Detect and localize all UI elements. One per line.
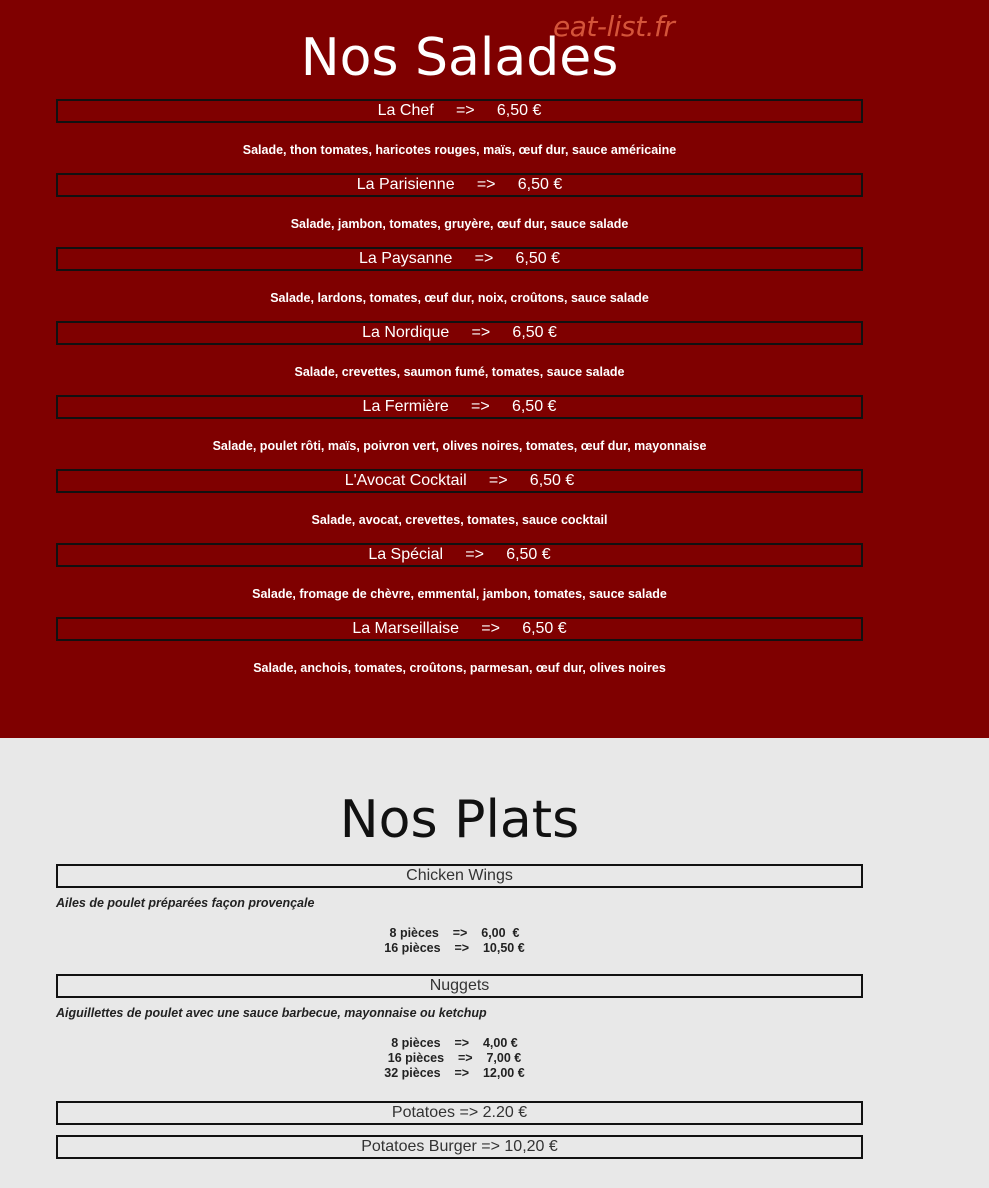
salad-price: 6,50 €: [517, 176, 563, 193]
salad-name: La Nordique: [362, 324, 450, 341]
salad-arrow: =>: [455, 102, 475, 119]
salad-arrow: =>: [465, 546, 484, 563]
price-line: 16 pièces => 10,50 €: [384, 941, 525, 955]
salad-item-la-special: [56, 543, 863, 567]
salad-arrow: =>: [476, 176, 496, 193]
salad-name: La Chef: [377, 102, 434, 119]
salad-item-la-parisienne: [56, 173, 863, 197]
salad-price: 6,50 €: [512, 324, 557, 341]
salad-item-avocat-cocktail: [56, 469, 863, 493]
salad-name: La Paysanne: [358, 250, 453, 267]
salad-arrow: =>: [471, 324, 491, 341]
salad-item-la-marseillaise: [56, 617, 863, 641]
salad-price: 6,50 €: [506, 546, 551, 563]
salad-desc: Salade, crevettes, saumon fumé, tomates, sauce salade: [294, 365, 625, 379]
salad-desc: Salade, anchois, tomates, croûtons, parmesan, œuf dur, olives noires: [253, 661, 666, 675]
salad-arrow: =>: [474, 250, 494, 267]
salad-desc: Salade, avocat, crevettes, tomates, sauce cocktail: [311, 513, 608, 527]
price-list: [0, 1036, 989, 1081]
price-line: 32 pièces => 12,00 €: [384, 1066, 525, 1080]
salad-price: 6,50 €: [511, 398, 557, 415]
price-line: 16 pièces => 7,00 €: [387, 1051, 522, 1065]
price-line: 8 pièces => 6,00 €: [389, 926, 520, 940]
salad-desc: Salade, lardons, tomates, œuf dur, noix, croûtons, sauce salade: [270, 291, 649, 305]
plat-item-potatoes-burger: Potatoes Burger => 10,20 €: [56, 1135, 863, 1159]
plats-section: [0, 738, 989, 1188]
salad-price: 6,50 €: [515, 250, 561, 267]
salad-price: 6,50 €: [522, 620, 567, 637]
salad-item-la-nordique: [56, 321, 863, 345]
salad-item-la-chef: [56, 99, 863, 123]
price-list: [0, 926, 989, 956]
plat-item-potatoes: Potatoes => 2.20 €: [56, 1101, 863, 1125]
plats-title: Nos Plats: [339, 790, 580, 850]
price-line: 8 pièces => 4,00 €: [391, 1036, 518, 1050]
salad-desc: Salade, thon tomates, haricotes rouges, maïs, œuf dur, sauce américaine: [242, 143, 677, 157]
salad-price: 6,50 €: [529, 472, 575, 489]
salad-arrow: =>: [471, 398, 490, 415]
plat-desc: Ailes de poulet préparées façon provençale: [56, 896, 315, 910]
salad-desc: Salade, fromage de chèvre, emmental, jambon, tomates, sauce salade: [252, 587, 667, 601]
salad-desc: Salade, poulet rôti, maïs, poivron vert, olives noires, tomates, œuf dur, mayonnaise: [212, 439, 707, 453]
salad-name: La Fermière: [362, 398, 449, 415]
salad-arrow: =>: [488, 472, 508, 489]
salad-arrow: =>: [481, 620, 500, 637]
salad-item-la-fermiere: [56, 395, 863, 419]
plat-desc: Aiguillettes de poulet avec une sauce barbecue, mayonnaise ou ketchup: [56, 1006, 487, 1020]
salad-name: L'Avocat Cocktail: [344, 472, 467, 489]
salad-item-la-paysanne: [56, 247, 863, 271]
salad-list: [0, 99, 989, 680]
salades-title: Nos Salades: [300, 28, 619, 88]
salad-price: 6,50 €: [496, 102, 542, 119]
salad-name: La Parisienne: [356, 176, 455, 193]
salad-desc: Salade, jambon, tomates, gruyère, œuf dur, sauce salade: [290, 217, 629, 231]
salad-name: La Marseillaise: [352, 620, 460, 637]
plat-item-nuggets: Nuggets: [56, 974, 863, 998]
plat-item-chicken-wings: Chicken Wings: [56, 864, 863, 888]
salad-name: La Spécial: [368, 546, 444, 563]
watermark: eat-list.fr: [553, 10, 675, 43]
